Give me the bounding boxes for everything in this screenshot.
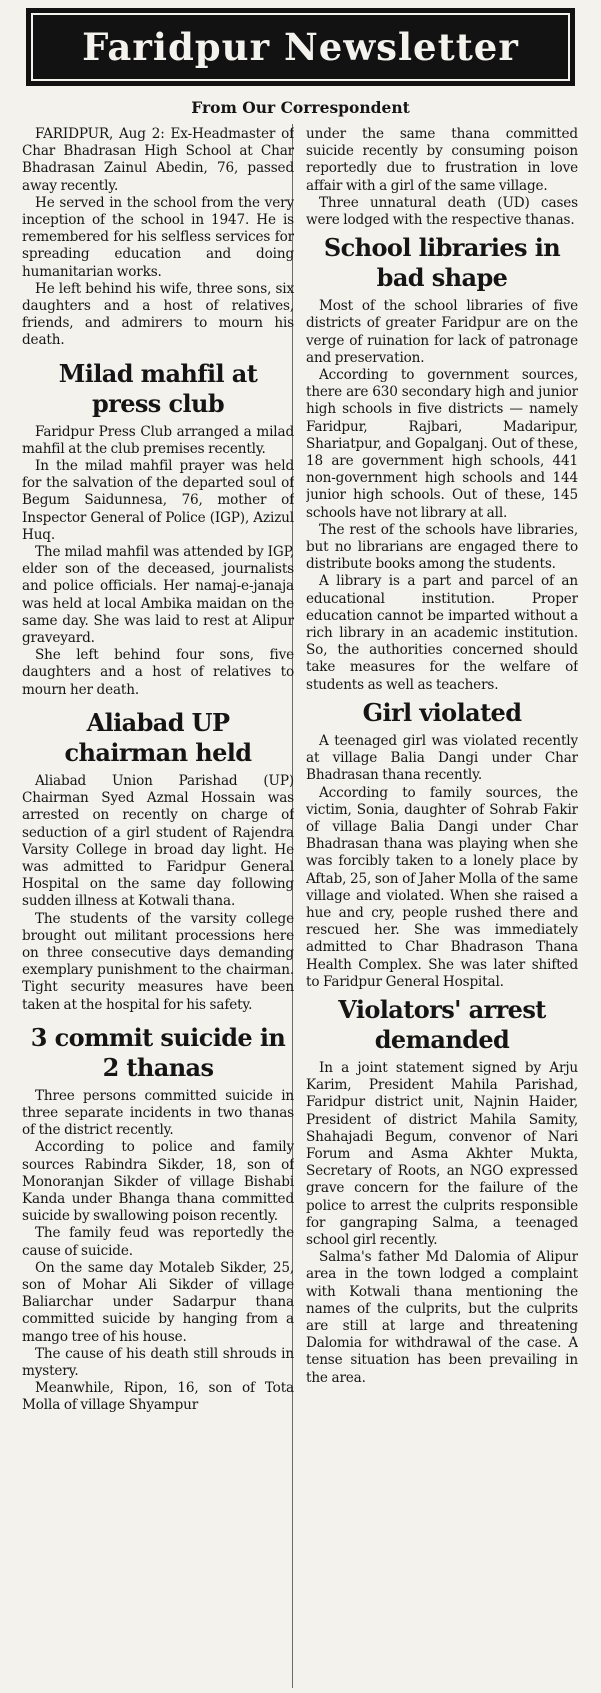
masthead-frame [31,13,570,81]
article-paragraph: A library is a part and parcel of an educational institution. Proper education cannot be imparted without a rich library in an academic institution. So, the authorities concerned should take measures for the welfare of students as well as teachers. [306,573,578,693]
article-paragraph: under the same thana committed suicide recently by consuming poison reportedly due to frustration in love affair with a girl of the same village. [306,126,578,194]
right-column [306,126,578,1688]
headline: School libraries in bad shape [323,233,561,293]
masthead-title: Faridpur Newsletter [82,25,519,69]
article-obituary [22,126,294,350]
article-paragraph: Meanwhile, Ripon, 16, son of Tota Molla of village Shyampur [22,1380,294,1414]
article-suicide [22,1023,294,1415]
article-aliabad-chairman [22,708,294,1014]
article-paragraph: She left behind four sons, five daughters and a host of relatives to mourn her death. [22,647,294,698]
headline: Violators' arrest demanded [338,994,546,1054]
article-paragraph: Three unnatural death (UD) cases were lodged with the respective thanas. [306,194,578,229]
article-paragraph: In a joint statement signed by Arju Karim, President Mahila Parishad, Faridpur district unit, Najnin Haider, President of district Mahila Samity, Shahajadi Begum, convenor of Nari Forum and Asma Akhter Mukta, Secretary of Roots, an NGO expressed grave concern for the failure of the police to arrest the culprits responsible for gangraping Salma, a teenaged school girl recently. [306,1059,578,1248]
article-paragraph: The milad mahfil was attended by IGP, elder son of the deceased, journalists and police officials. Her namaj-e-janaja was held at local Ambika maidan on the same day. She was laid to rest at Alipur graveyard. [22,544,294,647]
article-paragraph: The cause of his death still shrouds in mystery. [22,1345,294,1379]
article-paragraph: Faridpur Press Club arranged a milad mahfil at the club premises recently. [22,423,294,457]
headline: Milad mahfil at press club [58,358,258,418]
masthead [26,8,575,86]
headline: 3 commit suicide in 2 thanas [30,1022,286,1082]
article-girl-violated [306,698,578,991]
article-school-libraries [306,233,578,694]
article-paragraph: Three persons committed suicide in three separate incidents in two thanas of the district recently. [22,1087,294,1139]
article-paragraph: A teenaged girl was violated recently at village Balia Dangi under Char Bhadrasan thana recently. [306,732,578,784]
article-paragraph: He served in the school from the very inception of the school in 1947. He is remembered for his selfless services for spreading education and doing humanitarian works. [22,194,294,280]
article-paragraph: The rest of the schools have libraries, but no librarians are engaged there to distribute books among the students. [306,521,578,573]
article-paragraph: In the milad mahfil prayer was held for the salvation of the departed soul of Begum Saidunnesa, 76, mother of Inspector General of Police (IGP), Azizul Huq. [22,458,294,543]
article-violators-arrest [306,995,578,1387]
article-paragraph: The students of the varsity college brought out militant processions here on three consecutive days demanding exemplary punishment to the chairman. Tight security measures have been taken at the hospital for his safety. [22,910,294,1013]
article-milad-mahfil [22,359,294,699]
article-paragraph: According to police and family sources Rabindra Sikder, 18, son of Monoranjan Sikder of village Bishabi Kanda under Bhanga thana committed suicide by swallowing poison recently. [22,1139,294,1225]
article-paragraph: The family feud was reportedly the cause of suicide. [22,1225,294,1259]
article-paragraph: Most of the school libraries of five districts of greater Faridpur are on the verge of ruination for lack of patronage and preservation. [306,298,578,366]
article-paragraph: According to government sources, there are 630 secondary high and junior high schools in five districts — namely Faridpur, Rajbari, Madaripur, Shariatpur, and Gopalganj. Out of these, 18 are government high schools, 441 non-government high schools and 144 junior high schools. Out of these, 145 schools have not library at all. [306,367,578,521]
headline: Girl violated [362,697,522,727]
article-paragraph: Salma's father Md Dalomia of Alipur area in the town lodged a complaint with Kotwali thana mentioning the names of the culprits, but the culprits are still at large and threatening Dalomia for withdrawal of the case. A tense situation has been prevailing in the area. [306,1249,578,1386]
article-paragraph: FARIDPUR, Aug 2: Ex-Headmaster of Char Bhadrasan High School at Char Bhadrasan Zainul Abedin, 76, passed away recently. [22,126,294,194]
article-paragraph: According to family sources, the victim, Sonia, daughter of Sohrab Fakir of village Balia Dangi under Char Bhadrasan thana was playing when she was forcibly taken to a lonely place by Aftab, 25, son of Jaher Molla of the same village and violated. When she raised a hue and cry, people rushed there and rescued her. She was immediately admitted to Char Bhadrason Thana Health Complex. She was later shifted to Faridpur General Hospital. [306,784,578,990]
headline: Aliabad UP chairman held [64,707,252,767]
article-paragraph: Aliabad Union Parishad (UP) Chairman Syed Azmal Hossain was arrested on recently on charge of seduction of a girl student of Rajendra Varsity College in broad day light. He was admitted to Faridpur General Hospital on the same day following sudden illness at Kotwali thana. [22,772,294,910]
article-paragraph: On the same day Motaleb Sikder, 25, son of Mohar Ali Sikder of village Baliarchar under Sadarpur thana committed suicide by hanging from a mango tree of his house. [22,1259,294,1345]
byline: From Our Correspondent [191,98,410,117]
article-paragraph: He left behind his wife, three sons, six daughters and a host of relatives, friends, and admirers to mourn his death. [22,280,294,349]
article-suicide-continued [306,126,578,229]
left-column [22,126,294,1688]
